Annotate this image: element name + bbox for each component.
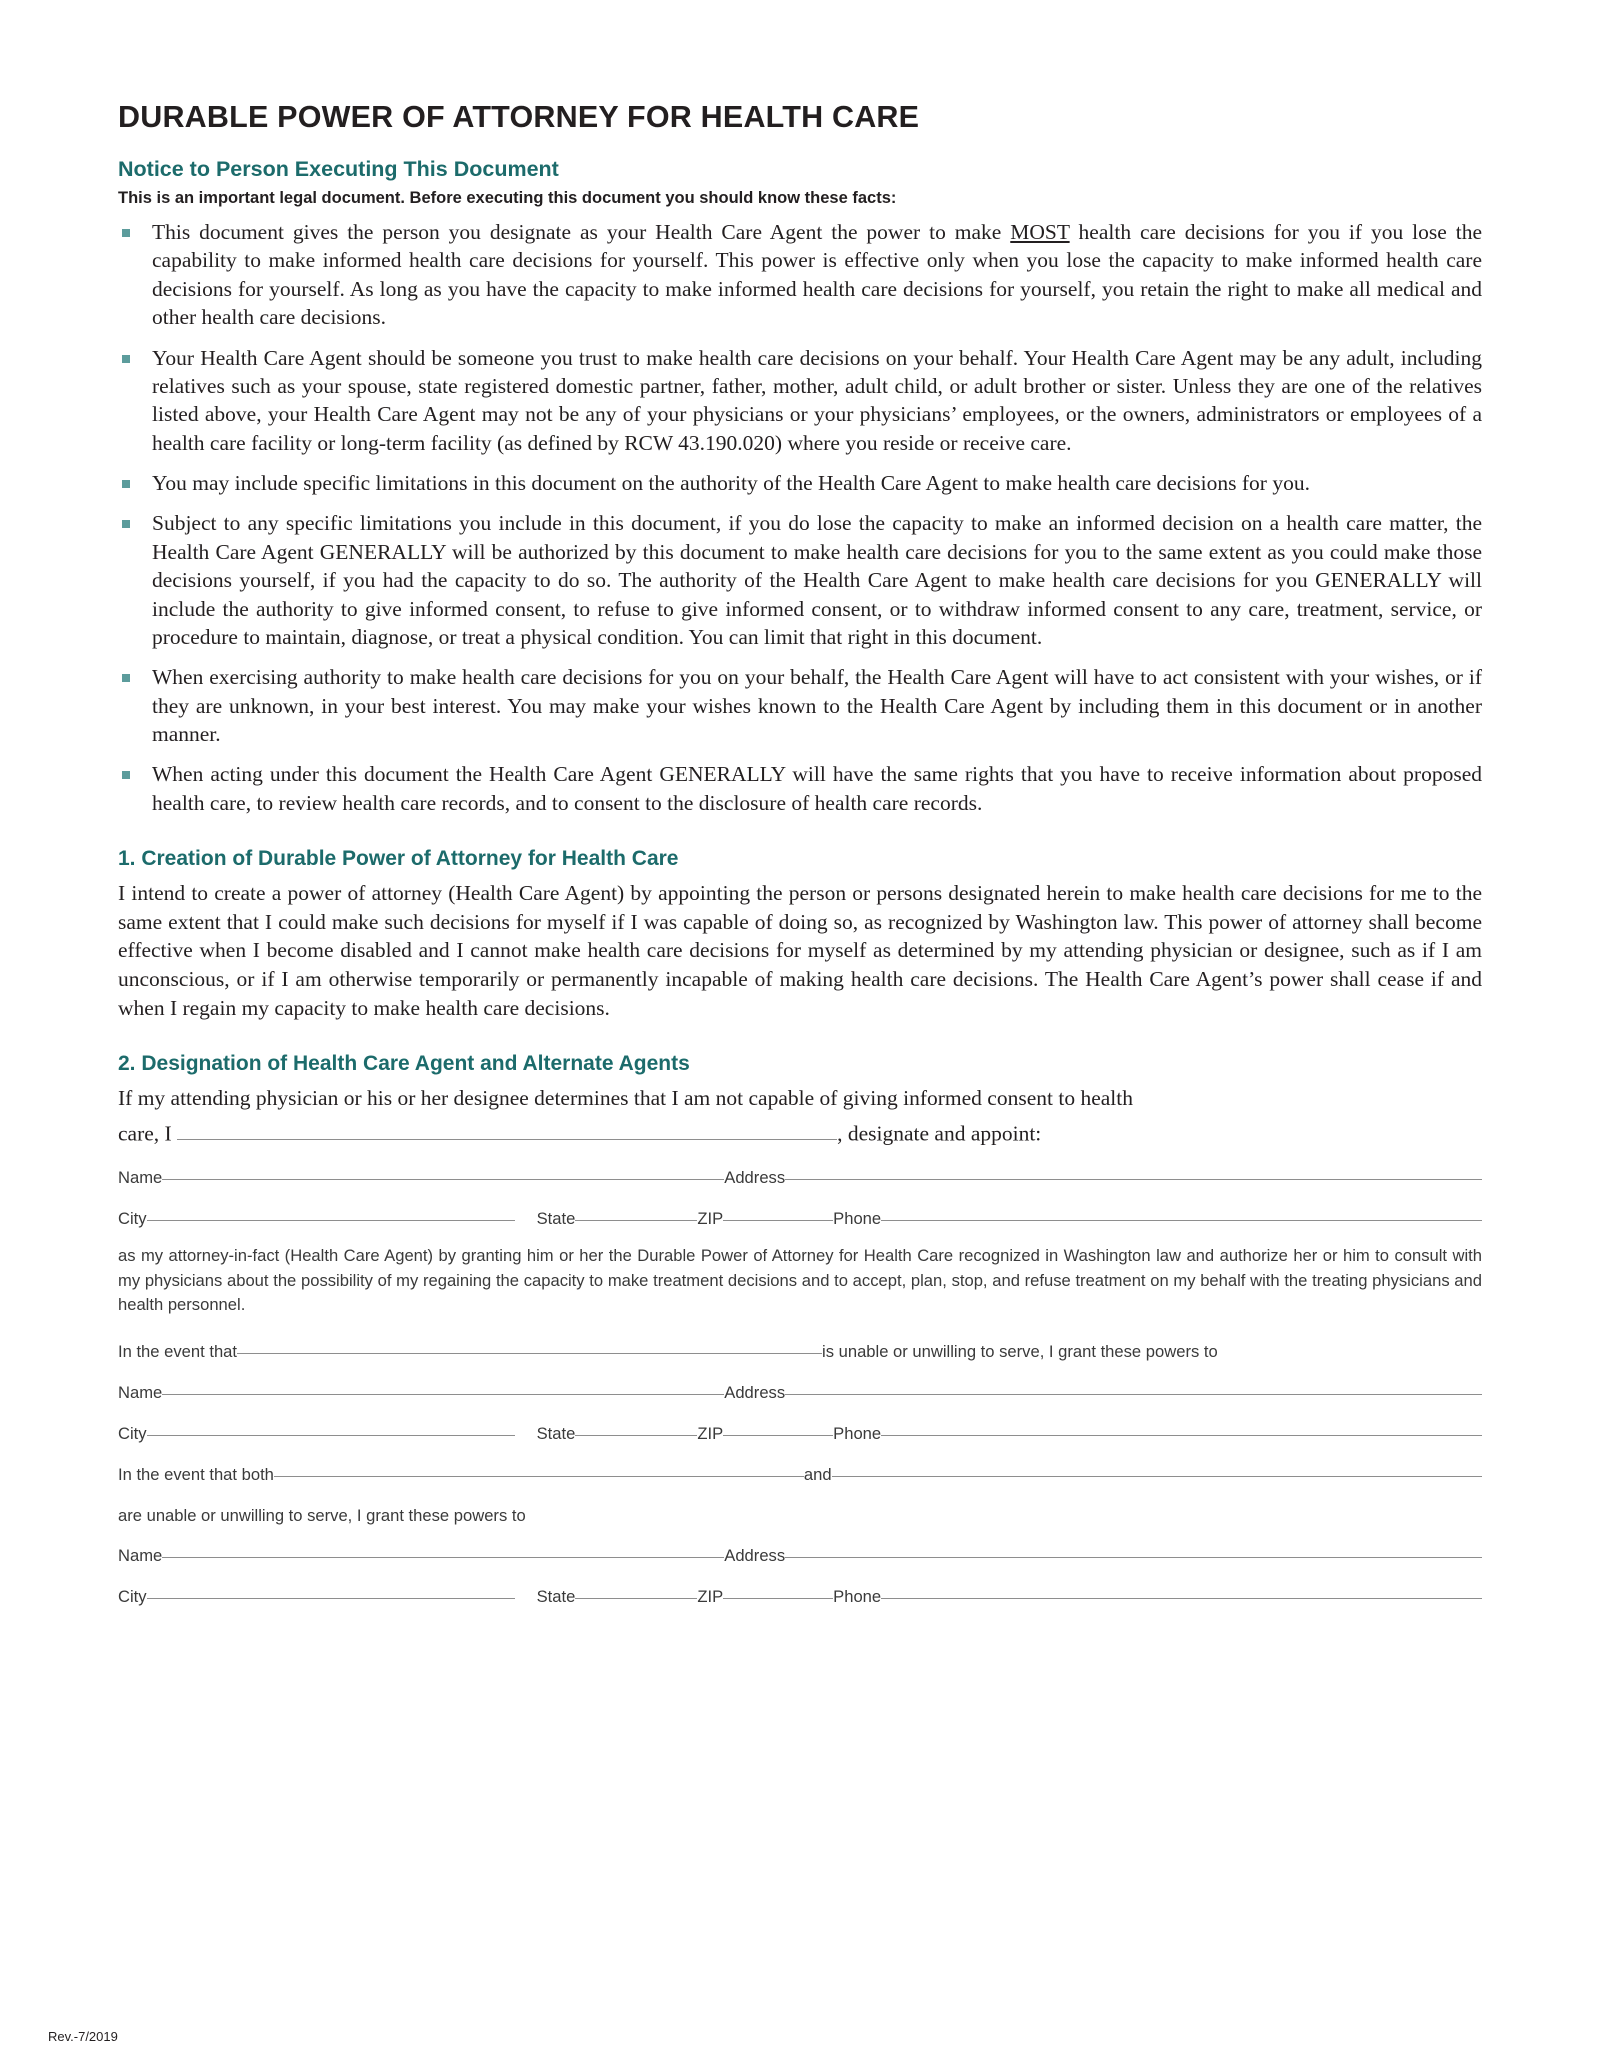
phone-label: Phone <box>833 1423 882 1443</box>
both-unable-to-serve-label: are unable or unwilling to serve, I grant these powers to <box>118 1505 526 1525</box>
form-row-city-state-zip-phone-1 <box>118 1209 1482 1229</box>
fact-text: Subject to any specific limitations you include in this document, if you do lose the capacity to make an informed decision on a health care matter, the Health Care Agent GENERALLY will be authorized by this document to make health care decisions for you to the same extent as you could make those decisions yourself, if you had the capacity to do so. The authority of the Health Care Agent to make health care decisions for you GENERALLY will include the authority to give informed consent, to refuse to give informed consent, or to withdraw informed consent to any care, treatment, service, or procedure to maintain, diagnose, or treat a physical condition. You can limit that right in this document. <box>152 511 1482 649</box>
in-the-event-both-label: In the event that both <box>118 1464 274 1484</box>
revision-footer: Rev.-7/2019 <box>48 2029 118 2044</box>
fact-text: When exercising authority to make health care decisions for you on your behalf, the Health Care Agent will have to act consistent with your wishes, or if they are unknown, in your best interest. You may make your wishes known to the Health Care Agent by including them in this document or in another manner. <box>152 665 1482 746</box>
square-bullet-icon <box>122 229 130 237</box>
name-label: Name <box>118 1545 163 1565</box>
zip-label: ZIP <box>697 1209 724 1229</box>
fact-text-before: This document gives the person you designate as your Health Care Agent the power to make <box>152 220 1011 244</box>
phone-label: Phone <box>833 1586 882 1606</box>
form-row-first-alternate-trigger <box>118 1342 1482 1362</box>
city-label: City <box>118 1586 147 1606</box>
list-item <box>118 760 1482 817</box>
section-2-heading: 2. Designation of Health Care Agent and Alternate Agents <box>118 1052 690 1076</box>
name-input-3[interactable] <box>162 1557 724 1558</box>
square-bullet-icon <box>122 520 130 528</box>
primary-agent-name-input[interactable] <box>237 1353 822 1354</box>
form-row-city-state-zip-phone-3 <box>118 1587 1482 1607</box>
list-item <box>118 344 1482 458</box>
in-the-event-that-label: In the event that <box>118 1341 238 1361</box>
state-label: State <box>536 1209 576 1229</box>
notice-lead: This is an important legal document. Before executing this document you should know these facts: <box>118 189 897 207</box>
form-row-name-address-2 <box>118 1383 1482 1403</box>
city-label: City <box>118 1423 147 1443</box>
address-label: Address <box>724 1382 786 1402</box>
list-item <box>118 663 1482 748</box>
square-bullet-icon <box>122 480 130 488</box>
zip-input-2[interactable] <box>723 1435 833 1436</box>
page-title: DURABLE POWER OF ATTORNEY FOR HEALTH CARE <box>118 100 920 134</box>
address-label: Address <box>724 1545 786 1565</box>
agent-authorization-note: as my attorney-in-fact (Health Care Agent) by granting him or her the Durable Power of Attorney for Health Care recognized in Washington law and authorize her or him to consult with my physicians about the possibility of my regaining the capacity to make treatment decisions and to accept, plan, stop, and refuse treatment on my behalf with the treating physicians and health personnel. <box>118 1246 1482 1315</box>
city-label: City <box>118 1209 147 1229</box>
zip-label: ZIP <box>697 1586 724 1606</box>
phone-label: Phone <box>833 1209 882 1229</box>
intro-text-after: , designate and appoint: <box>837 1121 1042 1146</box>
fact-text-after: health care decisions for you if you lose the capability to make informed health care decisions for yourself. This power is effective only when you lose the capacity to make informed health care decisions for yourself. As long as you have the capacity to make informed health care decisions for yourself, you retain the right to make all medical and other health care decisions. <box>152 220 1482 330</box>
form-row-name-address-1 <box>118 1168 1482 1188</box>
facts-list <box>118 218 1482 817</box>
both-agent-name-input-2[interactable] <box>832 1476 1482 1477</box>
fact-text: Your Health Care Agent should be someone you trust to make health care decisions on your behalf. Your Health Care Agent may be any adult, including relatives such as your spouse, state registered domestic partner, father, mother, adult child, or adult brother or sister. Unless they are one of the relatives listed above, your Health Care Agent may not be any of your physicians or your physicians’ employees, or the owners, administrators or employees of a health care facility or long-term facility (as defined by RCW 43.190.020) where you reside or receive care. <box>152 345 1482 455</box>
phone-input-1[interactable] <box>881 1220 1482 1221</box>
state-label: State <box>536 1423 576 1443</box>
unable-to-serve-label: is unable or unwilling to serve, I grant these powers to <box>822 1341 1218 1361</box>
phone-input-2[interactable] <box>881 1435 1482 1436</box>
list-item <box>118 469 1482 497</box>
zip-input-1[interactable] <box>723 1220 833 1221</box>
list-item <box>118 509 1482 651</box>
address-input-3[interactable] <box>785 1557 1482 1558</box>
square-bullet-icon <box>122 771 130 779</box>
fact-text: When acting under this document the Health Care Agent GENERALLY will have the same rights that you have to receive information about proposed health care, to review health care records, and to consent to the disclosure of health care records. <box>152 762 1482 815</box>
square-bullet-icon <box>122 355 130 363</box>
state-input-2[interactable] <box>575 1435 697 1436</box>
principal-name-field[interactable] <box>177 1119 837 1140</box>
zip-input-3[interactable] <box>723 1598 833 1599</box>
section-1-heading: 1. Creation of Durable Power of Attorney for Health Care <box>118 847 679 871</box>
both-agent-name-input-1[interactable] <box>274 1476 804 1477</box>
list-item <box>118 218 1482 332</box>
form-row-name-address-3 <box>118 1546 1482 1566</box>
city-input-1[interactable] <box>147 1220 515 1221</box>
name-input-2[interactable] <box>162 1394 724 1395</box>
name-label: Name <box>118 1168 163 1188</box>
section-2-intro-line-2 <box>118 1119 1482 1148</box>
address-label: Address <box>724 1168 786 1188</box>
address-input-1[interactable] <box>785 1179 1482 1180</box>
name-label: Name <box>118 1382 163 1402</box>
fact-text: You may include specific limitations in this document on the authority of the Health Care Agent to make health care decisions for you. <box>152 471 1310 495</box>
fact-emphasis: MOST <box>1010 220 1070 244</box>
address-input-2[interactable] <box>785 1394 1482 1395</box>
state-input-1[interactable] <box>575 1220 697 1221</box>
agent-designation-form <box>118 1168 1482 1607</box>
form-row-second-alternate-trigger <box>118 1465 1482 1485</box>
section-2-intro-line-1: If my attending physician or his or her designee determines that I am not capable of giving informed consent to health <box>118 1086 1133 1111</box>
city-input-3[interactable] <box>147 1598 515 1599</box>
state-input-3[interactable] <box>575 1598 697 1599</box>
state-label: State <box>536 1586 576 1606</box>
intro-text-before: care, I <box>118 1121 178 1146</box>
zip-label: ZIP <box>697 1423 724 1443</box>
and-label: and <box>803 1464 832 1484</box>
city-input-2[interactable] <box>147 1435 515 1436</box>
name-input-1[interactable] <box>162 1179 724 1180</box>
notice-heading: Notice to Person Executing This Document <box>118 157 559 181</box>
section-1-body: I intend to create a power of attorney (Health Care Agent) by appointing the person or persons designated herein to make health care decisions for me to the same extent that I could make such decisions for myself if I was capable of doing so, as recognized by Washington law. This power of attorney shall become effective when I become disabled and I cannot make health care decisions for myself as determined by my attending physician or designee, such as if I am unconscious, or if I am otherwise temporarily or permanently incapable of making health care decisions. The Health Care Agent’s power shall cease if and when I regain my capacity to make health care decisions. <box>118 881 1482 1020</box>
square-bullet-icon <box>122 674 130 682</box>
phone-input-3[interactable] <box>881 1598 1482 1599</box>
form-row-city-state-zip-phone-2 <box>118 1424 1482 1444</box>
